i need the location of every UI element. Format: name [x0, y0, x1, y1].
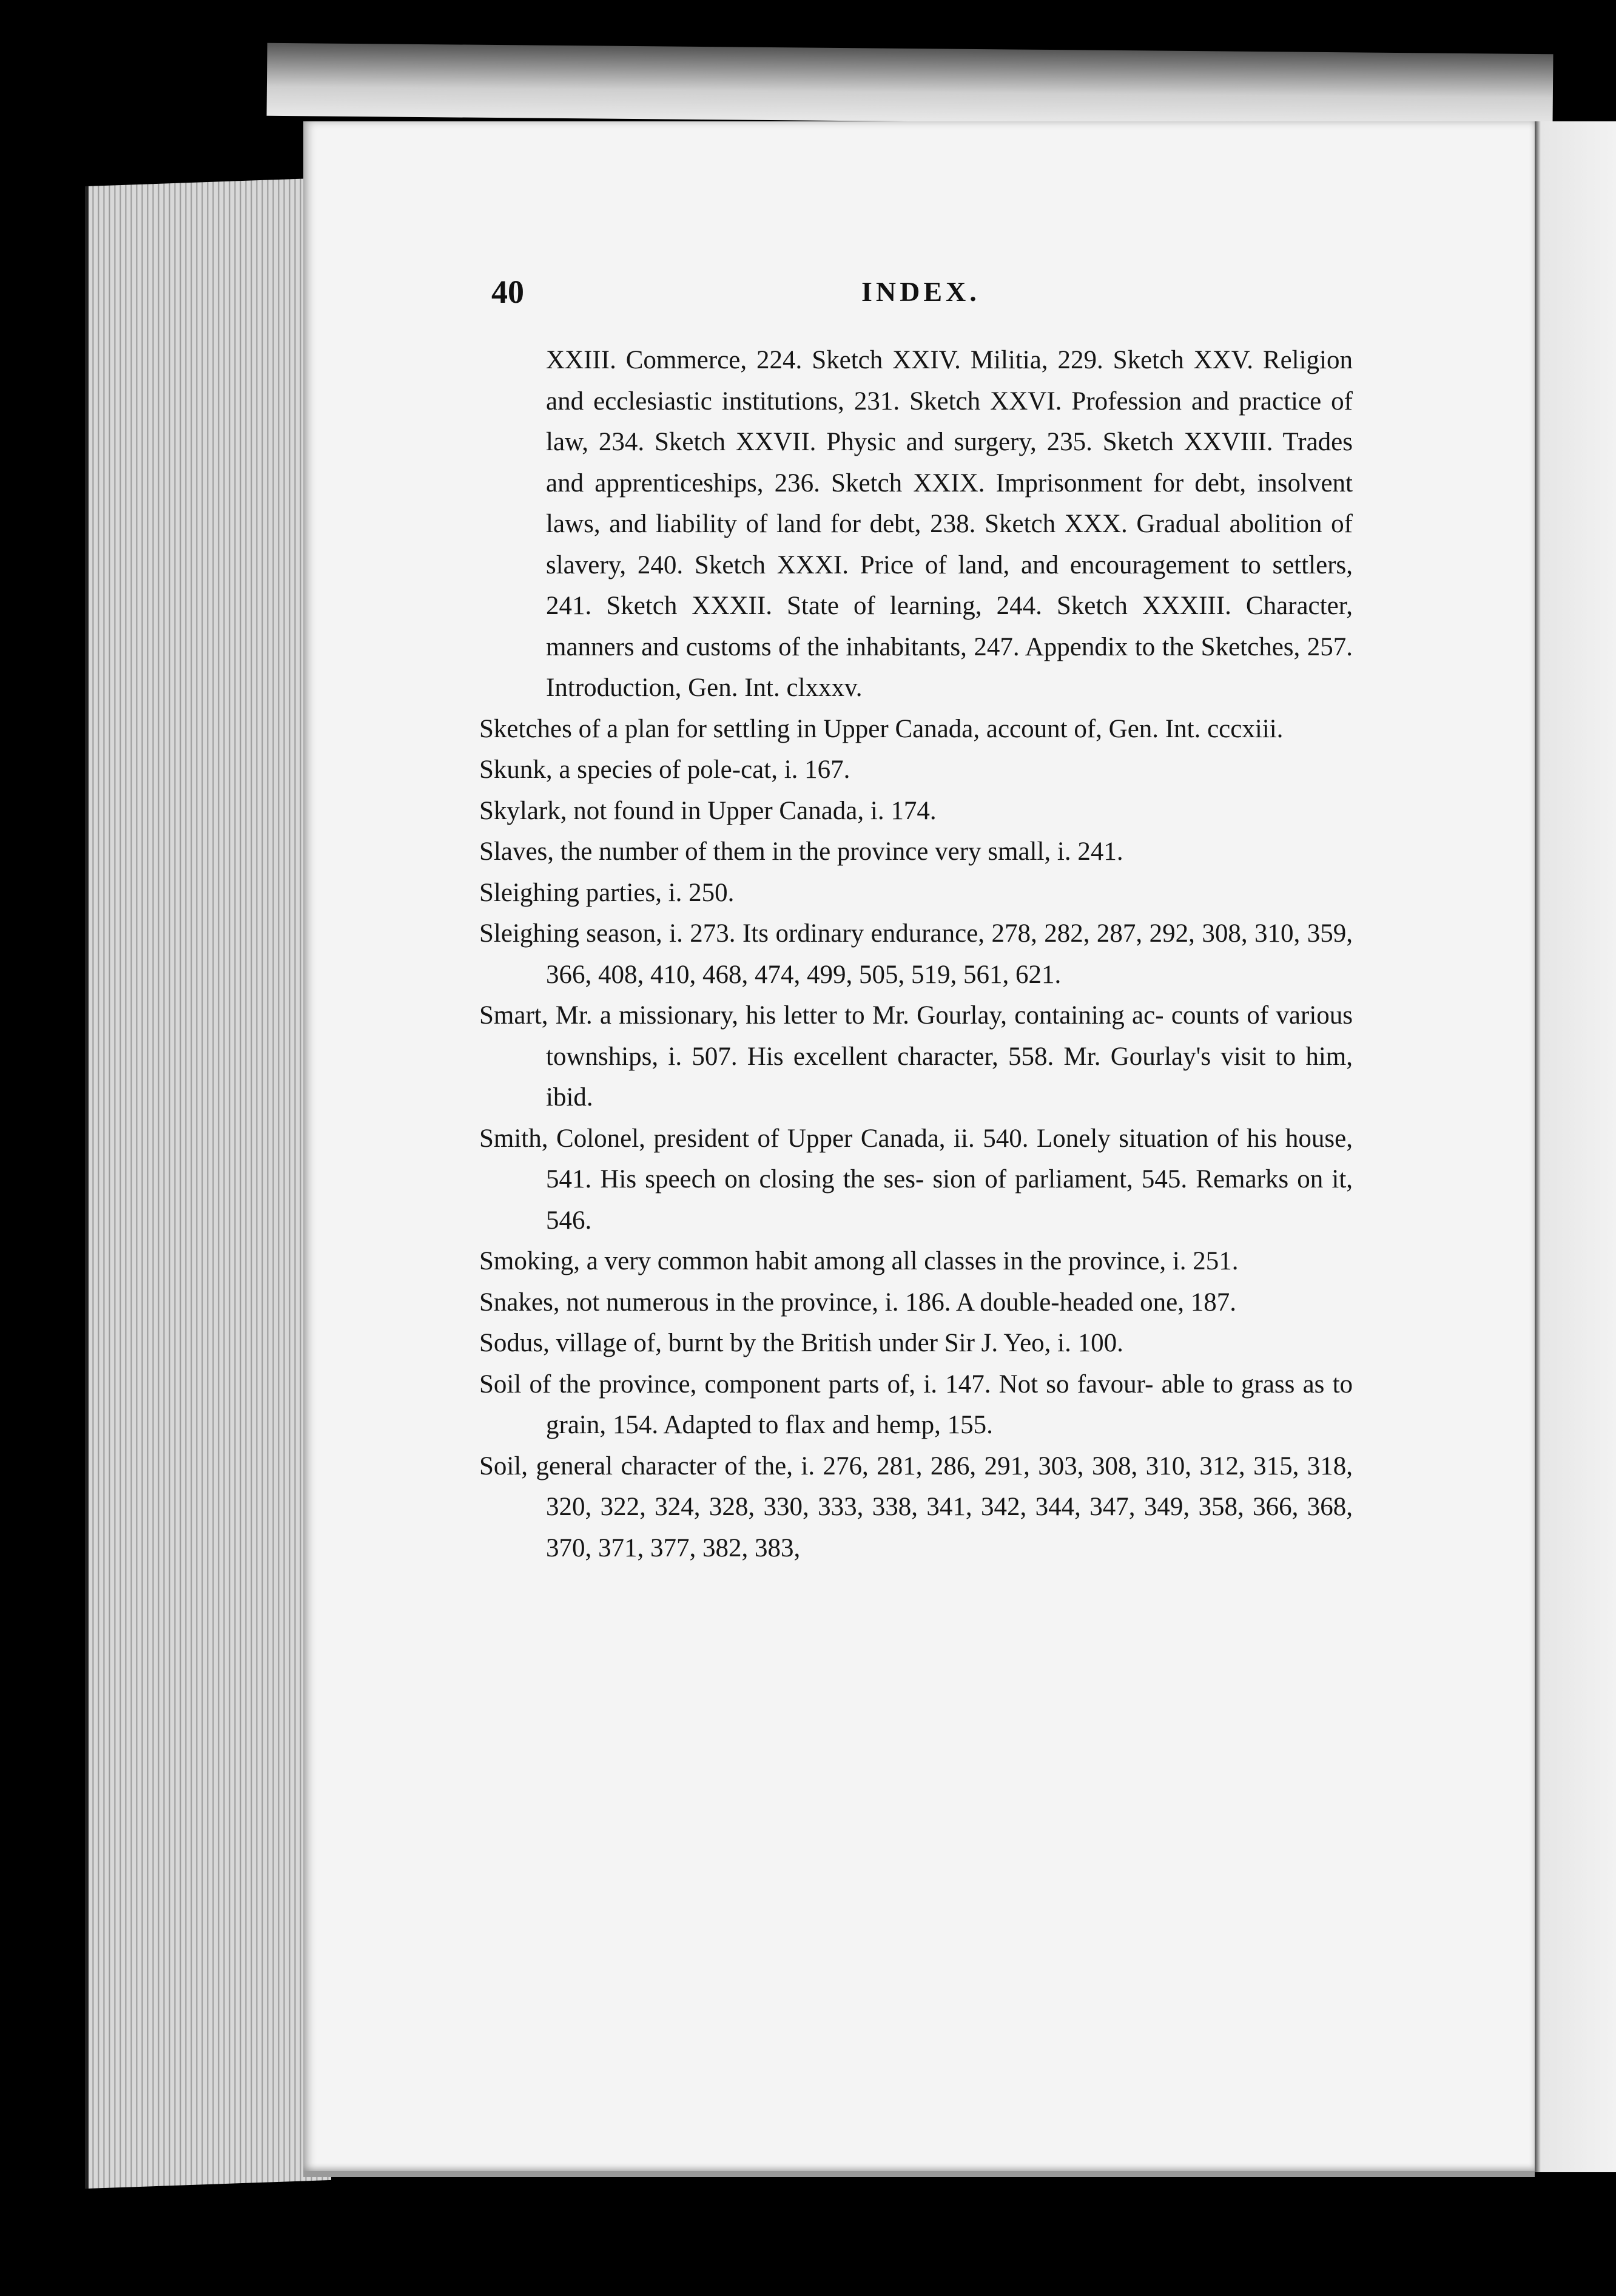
index-entry	[479, 1446, 1353, 1569]
index-entries	[479, 340, 1353, 1568]
index-entry	[479, 1241, 1353, 1282]
index-entry	[479, 995, 1353, 1118]
facing-page-edge	[1529, 121, 1616, 2172]
index-entry-line: XXXI. Price of land, and encouragement to settlers, 241.	[546, 550, 1353, 620]
index-entry-line: Character, manners and customs of the inhabitants, 247.	[546, 592, 1353, 661]
index-entry-line: clxxxv.	[786, 674, 863, 702]
index-entry-line: 155.	[947, 1411, 993, 1439]
index-entry-line: situation of his house, 541. His speech on closing the ses-	[546, 1124, 1353, 1194]
index-entry-line: one, 187.	[1140, 1288, 1236, 1317]
index-entry	[479, 1118, 1353, 1241]
page-header	[491, 273, 1341, 316]
index-entry	[479, 749, 1353, 791]
index-entry	[479, 340, 1353, 709]
index-entry	[479, 831, 1353, 873]
index-entry	[479, 709, 1353, 750]
index-entry-line: Sleighing season, i. 273. Its ordinary endurance, 278, 282, 287,	[479, 919, 1143, 948]
index-entry-line: Sodus, village of, burnt by the British under Sir J. Yeo, i. 100.	[479, 1329, 1123, 1357]
index-entry	[479, 873, 1353, 914]
index-entry-line: Soil of the province, component parts of, i. 147. Not so favour-	[479, 1369, 1154, 1399]
page-number: 40	[491, 274, 524, 310]
index-entry	[479, 791, 1353, 832]
index-entry	[479, 913, 1353, 995]
index-entry-line: Int. cccxiii.	[1165, 714, 1284, 743]
index-entry-line: Skunk, a species of pole-cat, i. 167.	[479, 755, 850, 784]
index-entry-line: 561, 621.	[963, 960, 1062, 989]
index-entry-line: Smart, Mr. a missionary, his letter to Mr. Gourlay, containing ac-	[479, 1001, 1164, 1030]
index-entry-line: Sketch XXVI. Profession and practice of law, 234. Sketch	[546, 387, 1353, 456]
index-entry-line: 310, 312, 315, 318, 320, 322, 324, 328, 330, 333, 338, 341,	[546, 1451, 1353, 1521]
index-entry-line: i. 251.	[1172, 1247, 1239, 1275]
index-entry-line: Sketches of a plan for settling in Upper Canada, account of, Gen.	[479, 714, 1159, 743]
index-entry-line: able to grass as to grain, 154. Adapted to flax and hemp,	[546, 1369, 1353, 1439]
page-top-edge	[267, 43, 1554, 127]
index-entry-line: 558. Mr. Gourlay's visit to him, ibid.	[546, 1042, 1353, 1112]
index-entry-line: counts of various townships, i. 507. His excellent character,	[546, 1001, 1353, 1071]
index-entry-line: Soil, general character of the, i. 276, 281, 286, 291, 303, 308,	[479, 1451, 1138, 1481]
page-stack-edges	[85, 178, 331, 2189]
index-entry-line: Smith, Colonel, president of Upper Canada, ii. 540. Lonely	[479, 1124, 1111, 1153]
index-entry-line: Smoking, a very common habit among all classes in the province,	[479, 1247, 1167, 1275]
index-entry-line: sion of parliament, 545. Remarks on it, 546.	[546, 1165, 1353, 1235]
index-entry-line: Appendix to the Sketches, 257. Introduction, Gen. Int.	[546, 632, 1353, 702]
index-entry	[479, 1282, 1353, 1323]
index-entry-line: Sketch XXXII. State of learning, 244. Sketch XXXIII.	[606, 592, 1231, 620]
index-entry	[479, 1323, 1353, 1364]
index-entry-line: Sleighing parties, i. 250.	[479, 878, 735, 907]
index-entry	[479, 1364, 1353, 1446]
page-bottom-edge	[303, 2171, 1535, 2177]
index-entry-line: 292, 308, 310, 359, 366, 408, 410, 468, 474, 499, 505, 519,	[546, 919, 1353, 989]
index-entry-line: Sketch XXV. Religion and ecclesiastic institutions, 231.	[546, 346, 1353, 416]
index-entry-line: Sketch XXX. Gradual abolition of slavery, 240. Sketch	[546, 510, 1353, 579]
index-entry-line: XXVII. Physic and surgery, 235. Sketch XXVIII. Trades	[735, 428, 1353, 456]
index-entry-line: Slaves, the number of them in the province very small, i. 241.	[479, 837, 1123, 866]
index-entry-line: Snakes, not numerous in the province, i. 186. A double-headed	[479, 1288, 1134, 1317]
index-entry-line: and apprenticeships, 236. Sketch XXIX. Imprisonment	[546, 468, 1142, 498]
index-entry-line: XXIII. Commerce, 224. Sketch XXIV. Militia, 229.	[546, 346, 1103, 374]
index-entry-line: 342, 344, 347, 349, 358, 366, 368, 370, 371, 377, 382, 383,	[546, 1493, 1353, 1562]
running-head: INDEX.	[861, 276, 980, 307]
index-entry-line: Skylark, not found in Upper Canada, i. 174.	[479, 796, 937, 825]
index-entry-line: for debt, insolvent laws, and liability of land for debt, 238.	[546, 468, 1353, 538]
